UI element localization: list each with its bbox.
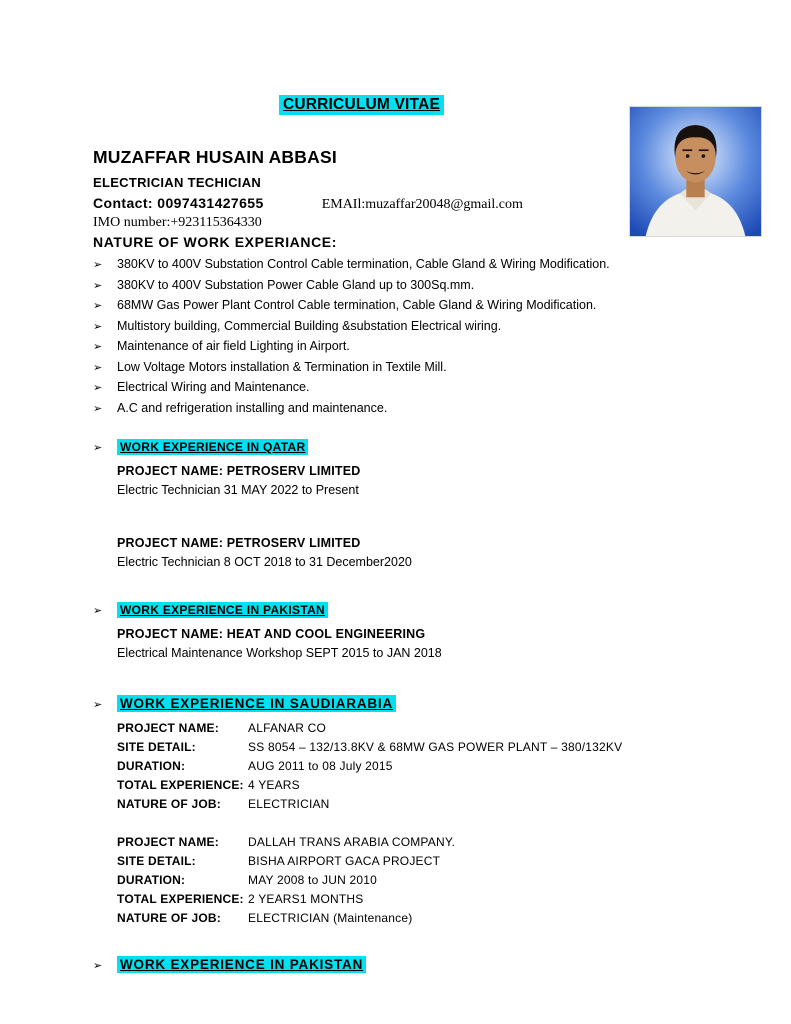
field-value: BISHA AIRPORT GACA PROJECT <box>248 854 441 868</box>
field-label: NATURE OF JOB: <box>117 911 221 925</box>
profile-photo <box>630 107 761 236</box>
field-label: NATURE OF JOB: <box>117 797 221 811</box>
arrow-bullet-icon: ➢ <box>93 382 103 394</box>
section-heading-saudi: WORK EXPERIENCE IN SAUDIARABIA <box>117 695 396 712</box>
field-label: DURATION: <box>117 759 186 773</box>
field-value: 4 YEARS <box>248 778 300 792</box>
project-detail: Electric Technician 8 OCT 2018 to 31 December2020 <box>117 555 412 569</box>
field-row <box>117 890 751 909</box>
bullet-text: 380KV to 400V Substation Control Cable termination, Cable Gland & Wiring Modification. <box>117 257 610 271</box>
qatar-entries <box>93 462 751 572</box>
field-label: PROJECT NAME: <box>117 721 219 735</box>
field-row <box>117 738 751 757</box>
bullet-item <box>93 296 751 317</box>
bullet-item <box>93 358 751 379</box>
project-title: PROJECT NAME: PETROSERV LIMITED <box>117 464 361 478</box>
profile-photo-illustration <box>630 107 761 236</box>
section-pakistan <box>93 602 751 663</box>
arrow-bullet-icon: ➢ <box>93 699 103 711</box>
email-address: EMAIl:muzaffar20048@gmail.com <box>321 197 523 212</box>
bullet-item <box>93 317 751 338</box>
field-value: MAY 2008 to JUN 2010 <box>248 873 377 887</box>
field-value: ELECTRICIAN <box>248 797 330 811</box>
field-value: AUG 2011 to 08 July 2015 <box>248 759 393 773</box>
title-row <box>93 95 630 115</box>
field-value: ELECTRICIAN (Maintenance) <box>248 911 413 925</box>
section-heading-row <box>93 956 751 973</box>
field-label: TOTAL EXPERIENCE: <box>117 892 244 906</box>
arrow-bullet-icon: ➢ <box>93 361 103 374</box>
bullet-text: Multistory building, Commercial Building &substation Electrical wiring. <box>117 318 502 333</box>
arrow-bullet-icon: ➢ <box>93 259 103 271</box>
person-name: MUZAFFAR HUSAIN ABBASI <box>93 147 337 167</box>
project-title: PROJECT NAME: PETROSERV LIMITED <box>117 536 361 550</box>
section-heading-row <box>93 439 751 455</box>
job-title: ELECTRICIAN TECHICIAN <box>93 175 262 190</box>
arrow-bullet-icon: ➢ <box>93 605 103 617</box>
section-heading-row <box>93 602 751 618</box>
experience-entry <box>117 462 751 500</box>
bullet-item <box>93 255 751 276</box>
experience-entry <box>117 625 751 663</box>
section-heading-qatar: WORK EXPERIENCE IN QATAR <box>117 439 308 455</box>
contact-number: Contact: 0097431427655 <box>93 195 264 211</box>
bullet-text: 68MW Gas Power Plant Control Cable termination, Cable Gland & Wiring Modification. <box>117 298 597 312</box>
field-value: 2 YEARS1 MONTHS <box>248 892 364 906</box>
field-value: SS 8054 – 132/13.8KV & 68MW GAS POWER PLANT – 380/132KV <box>248 740 623 754</box>
bullet-text: Low Voltage Motors installation & Termination in Textile Mill. <box>117 359 447 374</box>
experience-entry <box>117 833 751 928</box>
section-heading-pakistan-bottom: WORK EXPERIENCE IN PAKISTAN <box>117 956 366 973</box>
field-label: TOTAL EXPERIENCE: <box>117 778 244 792</box>
field-value: ALFANAR CO <box>248 721 327 735</box>
field-row <box>117 776 751 795</box>
saudi-entries <box>93 719 751 928</box>
nature-of-work-heading: NATURE OF WORK EXPERIANCE: <box>93 234 338 250</box>
bullet-text: 380KV to 400V Substation Power Cable Gland up to 300Sq.mm. <box>117 277 475 292</box>
pakistan-entries <box>93 625 751 663</box>
project-detail: Electric Technician 31 MAY 2022 to Present <box>117 483 359 497</box>
bullet-item <box>93 337 751 358</box>
field-label: SITE DETAIL: <box>117 854 196 868</box>
field-row <box>117 719 751 738</box>
field-label: SITE DETAIL: <box>117 740 196 754</box>
field-label: DURATION: <box>117 873 186 887</box>
bullet-text: Maintenance of air field Lighting in Airport. <box>117 339 350 353</box>
field-row <box>117 757 751 776</box>
arrow-bullet-icon: ➢ <box>93 300 103 312</box>
arrow-bullet-icon: ➢ <box>93 279 103 292</box>
bullet-item <box>93 378 751 399</box>
project-title: PROJECT NAME: HEAT AND COOL ENGINEERING <box>117 627 426 641</box>
arrow-bullet-icon: ➢ <box>93 442 103 454</box>
bullet-item <box>93 276 751 297</box>
imo-number: IMO number:+923115364330 <box>93 215 262 230</box>
bullet-item <box>93 399 751 420</box>
section-heading-pakistan: WORK EXPERIENCE IN PAKISTAN <box>117 602 328 618</box>
section-heading-row <box>93 695 751 712</box>
section-saudi-arabia <box>93 695 751 928</box>
experience-entry <box>117 534 751 572</box>
bullet-text: Electrical Wiring and Maintenance. <box>117 380 310 394</box>
arrow-bullet-icon: ➢ <box>93 960 103 972</box>
field-row <box>117 909 751 928</box>
field-label: PROJECT NAME: <box>117 835 219 849</box>
project-detail: Electrical Maintenance Workshop SEPT 2015 to JAN 2018 <box>117 646 442 660</box>
section-pakistan-bottom <box>93 956 751 973</box>
field-value: DALLAH TRANS ARABIA COMPANY. <box>248 835 456 849</box>
field-row <box>117 833 751 852</box>
cv-title: CURRICULUM VITAE <box>279 95 444 115</box>
bullet-text: A.C and refrigeration installing and maintenance. <box>117 400 388 415</box>
experience-entry <box>117 719 751 814</box>
arrow-bullet-icon: ➢ <box>93 402 103 415</box>
arrow-bullet-icon: ➢ <box>93 341 103 353</box>
field-row <box>117 795 751 814</box>
section-qatar <box>93 439 751 572</box>
field-row <box>117 852 751 871</box>
field-row <box>117 871 751 890</box>
arrow-bullet-icon: ➢ <box>93 320 103 333</box>
